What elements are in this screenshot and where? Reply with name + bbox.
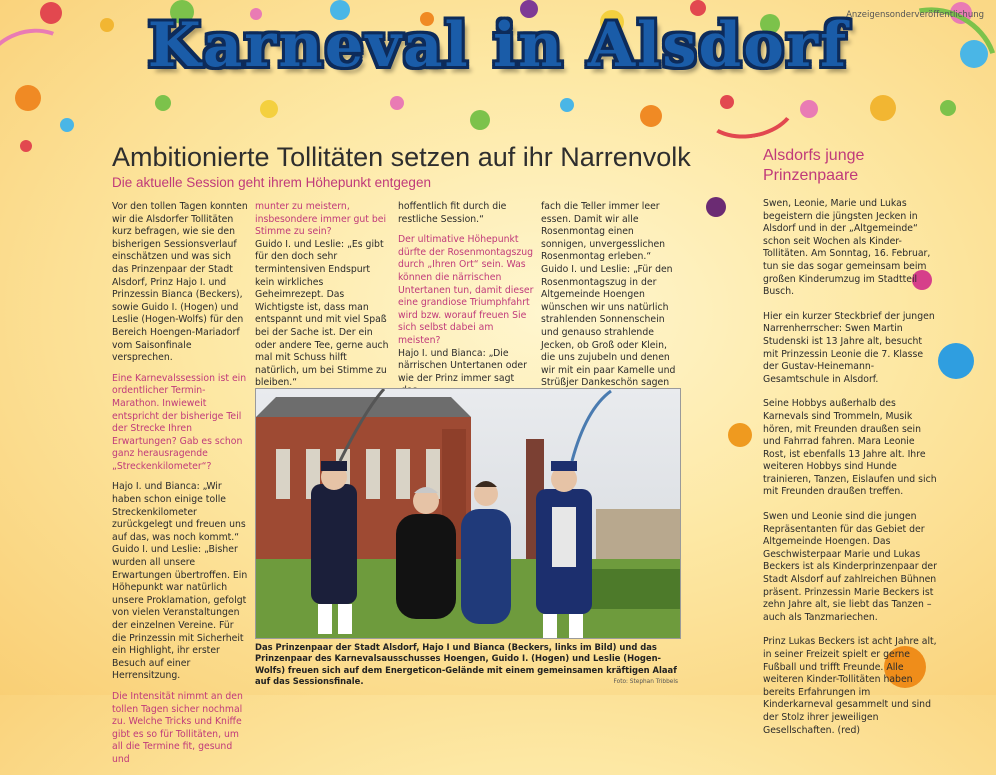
sidebar-paragraph: Swen und Leonie sind die jungen Repräsentanten für das Gebiet der Altgemeinde Hoengen. Das Geschwisterpaar Marie und Lukas Beckers ist als Kinderprinzenpaar der Stadt Alsdorf auf zahlreichen Bühnen präsent. Prinzessin Marie Beckers ist zehn Jahre alt, sie liebt das Tanzen – auch als Tanzmariechen. (763, 511, 937, 623)
sidebar-paragraph: Swen, Leonie, Marie und Lukas begeistern die jüngsten Jecken in Alsdorf und in der „Altgemeinde“ schon seit Wochen als Kinder-Tollitäten. Am Sonntag, 16. Februar, tun sie das sogar gemeinsam beim großen Kinderumzug im Stadtteil Busch. (763, 198, 931, 298)
prince-couples-photo (255, 388, 681, 639)
interview-answer: hoffentlich fit durch die restliche Session.“ (398, 201, 507, 225)
interview-question: munter zu meistern, insbesondere immer gut bei Stimme zu sein? (255, 201, 387, 238)
masthead-title: Karneval in Alsdorf (147, 10, 849, 81)
advertisement-label: Anzeigensonderveröffentlichung (846, 10, 984, 20)
sidebar-paragraph: Hier ein kurzer Steckbrief der jungen Narrenherrscher: Swen Martin Studenski ist 13 Jahre alt, besucht mit Prinzessin Leonie die 7. Klasse der Gustav-Heinemann-Gesamtschule in Alsdorf. (763, 310, 935, 385)
interview-answer: Hajo I. und Bianca: „Die närrischen Untertanen oder wie der Prinz immer sagt (398, 347, 527, 384)
article-column-1 (112, 201, 248, 775)
interview-question: Eine Karnevalssession ist ein ordentlicher Termin-Marathon. Inwieweit entspricht der bisherige Teil der Strecke Ihren Erwartungen? Gab es schon ganz herausragende „Streckenkilometer“? (112, 372, 247, 472)
interview-answer: Guido I. und Leslie: „Es gibt für den doch sehr termintensiven Endspurt kein wirkliches Geheimrezept. Das Wichtigste ist, dass man entspannt und mit viel Spaß bei der Sache ist. Der ein oder andere Tee, gerne auch mal mit Schuss hilft natürlich, um bei Stimme zu bleiben.“ (255, 238, 389, 389)
interview-answer: fach die Teller immer leer essen. Damit wir alle Rosenmontag einen sonnigen, unvergesslichen Rosenmontag erleben.“ (541, 201, 666, 263)
sidebar-column (763, 198, 939, 745)
article-intro: Vor den tollen Tagen konnten wir die Alsdorfer Tollitäten kurz befragen, wie sie den bisherigen Sessionsverlauf einschätzen und was sich das Prinzenpaar der Stadt Alsdorf, Prinz Hajo I. und Prinzessin Bianca (Beckers), sowie Guido I. (Hogen) und Leslie (Hogen-Wolfs) für den Bereich Hoengen-Mariadorf vom Saisonfinale versprechen. (112, 201, 248, 364)
interview-answer: Hajo I. und Bianca: „Wir haben schon einige tolle Streckenkilometer zurückgelegt und freuen uns auf das, was noch kommt.“ (112, 481, 246, 543)
photo-caption: Das Prinzenpaar der Stadt Alsdorf, Hajo I und Bianca (Beckers, links im Bild) und das Prinzenpaar des Karnevalsausschusses Hoengen, Guido I. (Hogen) und Leslie (Hogen-Wolfs) freuen sich auf dem Energeticon-Gelände mit einem gemeinsamen kräftigen Alaaf auf das Sessionsfinale. (255, 642, 677, 687)
article-subheadline: Die aktuelle Session geht ihrem Höhepunkt entgegen (112, 175, 431, 190)
photo-credit: Foto: Stephan Tribbels (613, 679, 678, 685)
sidebar-paragraph: Seine Hobbys außerhalb des Karnevals sind Trommeln, Musik hören, mit Freunden draußen sein und Fahrrad fahren. Mara Leonie Rost, ist ebenfalls 13 Jahre alt. Ihre weiteren Hobbys sind Hunde trainieren, Tanzen, Eislaufen und sich mit Freunden draußen treffen. (763, 398, 937, 498)
interview-answer: Guido I. und Leslie: „Für den Rosenmontagszug in der Altgemeinde Hoengen wünschen wir uns natürlich strahlenden Sonnenschein und genauso strahlende Jecken, ob Groß oder Klein, die uns zujubeln und denen wir mit ein paar Kamelle und Strüßjer Dankeschön sagen (541, 263, 676, 389)
sidebar-title: Alsdorfs junge Prinzenpaare (763, 147, 865, 184)
interview-question: Der ultimative Höhepunkt dürfte der Rosenmontagszug durch „Ihren Ort“ sein. Was können die närrischen Untertanen tun, damit dieser eine grandiose Triumphfahrt wird bzw. worauf freuen Sie sich selbst dabei am meisten? (398, 234, 534, 346)
sidebar-paragraph: Prinz Lukas Beckers ist acht Jahre alt, in seiner Freizeit spielt er gerne Fußball und trifft Freunde. Alle weiteren Kinder-Tollitäten haben bereits Erfahrungen im Kinderkarneval gesammelt und sind der Stolz ihrer jeweiligen Gesellschaften. (red) (763, 636, 937, 736)
interview-question: Die Intensität nimmt an den tollen Tagen sicher nochmal zu. Welche Tricks und Kniffe gibt es so für Tollitäten, um all die Termine fit, gesund und (112, 690, 243, 765)
interview-answer: Guido I. und Leslie: „Bisher wurden all unsere Erwartungen übertroffen. Ein Höhepunkt war natürlich unsere Proklamation, gefolgt von vielen Veranstaltungen der einzelnen Vereine. Für die Prinzessin mit Sicherheit ein Highlight, ihr erster Besuch auf einer Herrensitzung. (112, 544, 248, 682)
article-headline: Ambitionierte Tollitäten setzen auf ihr Narrenvolk (112, 142, 691, 172)
